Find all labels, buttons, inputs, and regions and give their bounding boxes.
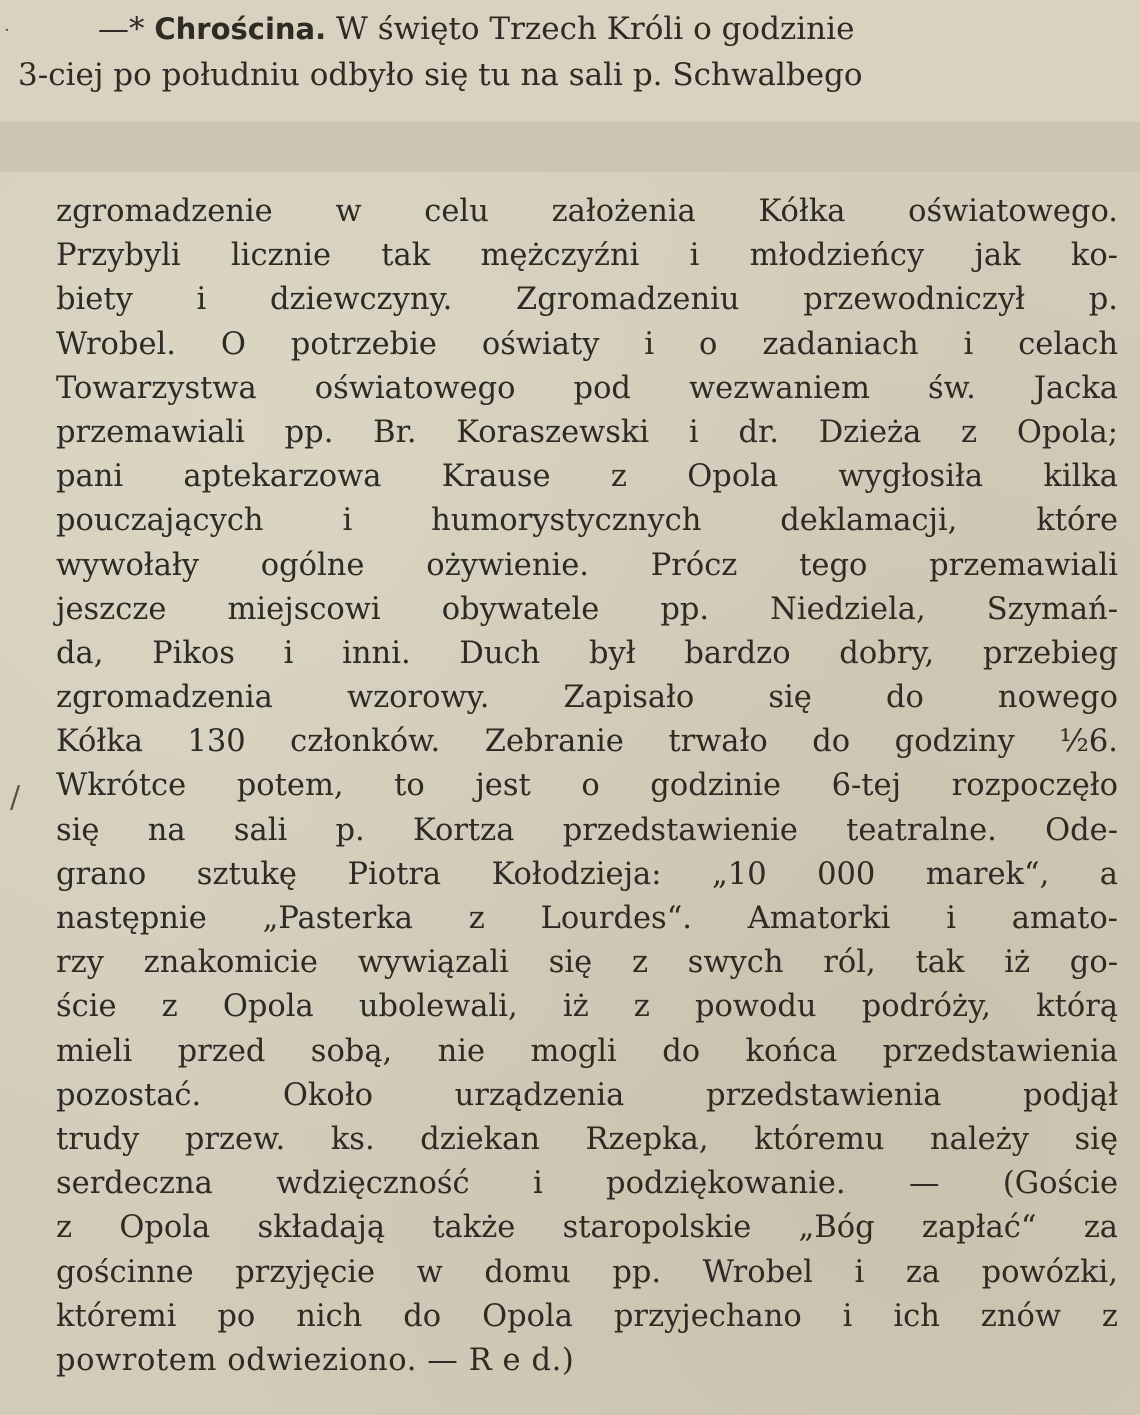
article-heading [18, 6, 1118, 98]
margin-dot: · [4, 20, 10, 41]
text-line: pani aptekarzowa Krause z Opola wygłosiła kilka [56, 459, 1118, 495]
text-line: z Opola składają także staropolskie „Bóg zapłać“ za [56, 1210, 1118, 1246]
text-line: pozostać. Około urządzenia przedstawienia podjął [56, 1077, 1118, 1113]
text-line: serdeczna wdzięczność i podziękowanie. — (Goście [56, 1166, 1118, 1202]
text-line: jeszcze miejscowi obywatele pp. Niedziela, Szymań- [56, 591, 1118, 627]
place-name: Chrościna. [154, 12, 327, 46]
heading-line-2: 3-ciej po południu odbyło się tu na sali p. Schwalbego [18, 57, 863, 93]
margin-mark: / [10, 780, 21, 815]
text-line: zgromadzenie w celu założenia Kółka oświatowego. [56, 194, 1118, 229]
text-line: gościnne przyjęcie w domu pp. Wrobel i za powózki, [56, 1254, 1118, 1290]
scan-seam [0, 122, 1140, 172]
text-line: zgromadzenia wzorowy. Zapisało się do nowego [56, 680, 1118, 716]
text-line: Towarzystwa oświatowego pod wezwaniem św. Jacka [56, 370, 1118, 406]
text-line: Wkrótce potem, to jest o godzinie 6-tej rozpoczęło [56, 768, 1118, 804]
text-line: przemawiali pp. Br. Koraszewski i dr. Dzieża z Opola; [56, 414, 1118, 450]
text-line: następnie „Pasterka z Lourdes“. Amatorki i amato- [56, 901, 1118, 936]
text-line: biety i dziewczyny. Zgromadzeniu przewodniczył p. [56, 282, 1118, 318]
text-line: wywołały ogólne ożywienie. Prócz tego przemawiali [56, 547, 1118, 583]
heading-prefix: —* [98, 11, 155, 47]
text-line: powrotem odwieziono. — R e d.) [56, 1342, 575, 1378]
text-line: rzy znakomicie wywiązali się z swych ról, tak iż go- [56, 945, 1118, 981]
text-line: ście z Opola ubolewali, iż z powodu podróży, którą [56, 989, 1118, 1025]
text-line: da, Pikos i inni. Duch był bardzo dobry, przebieg [56, 635, 1118, 671]
text-line: mieli przed sobą, nie mogli do końca przedstawienia [56, 1033, 1118, 1069]
heading-text: W święto Trzech Króli o godzinie [326, 11, 855, 47]
text-line: pouczających i humorystycznych deklamacji, które [56, 503, 1118, 539]
article-body [56, 190, 1118, 1383]
text-line: Kółka 130 członków. Zebranie trwało do godziny ½6. [56, 724, 1118, 760]
text-line: się na sali p. Kortza przedstawienie teatralne. Ode- [56, 812, 1118, 848]
text-line: grano sztukę Piotra Kołodzieja: „10 000 marek“, a [56, 856, 1118, 892]
text-line: Przybyli licznie tak mężczyźni i młodzieńcy jak ko- [56, 238, 1118, 274]
heading-line-1 [18, 6, 1118, 52]
text-line: trudy przew. ks. dziekan Rzepka, któremu należy się [56, 1121, 1118, 1157]
text-line: Wrobel. O potrzebie oświaty i o zadaniach i celach [56, 326, 1118, 362]
text-line: któremi po nich do Opola przyjechano i ich znów z [56, 1298, 1118, 1334]
